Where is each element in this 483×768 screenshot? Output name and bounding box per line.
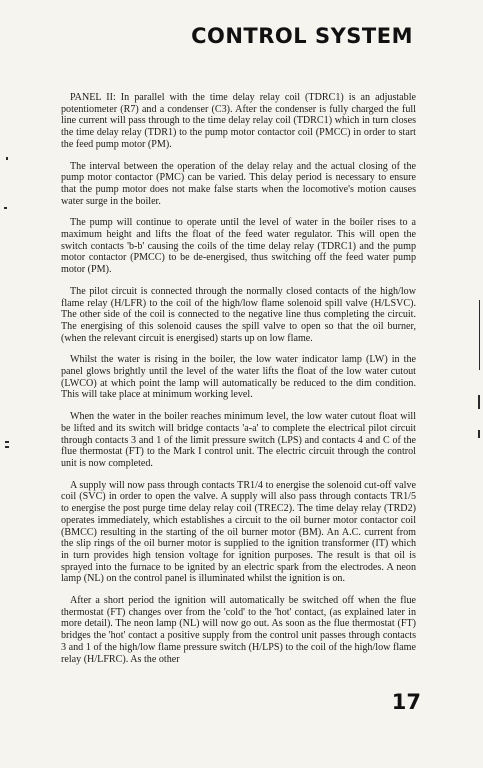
- paragraph-pilot-circuit: The pilot circuit is connected through the normally closed contacts of the high/low flame relay (H/LFR) to the coil of the high/low flame solenoid spill valve (H/LSVC). The other side of the coil is connected to the negative line thus completing the circuit. The energising of this solenoid causes the spill valve to open so that the oil burner, (when the relevant circuit is energised) starts up on low flame.: [61, 285, 416, 344]
- paragraph-delay-interval: The interval between the operation of the delay relay and the actual closing of the pump motor contactor (PMC) can be varied. This delay period is necessary to ensure that the pump motor does not make false starts when the locomotive's motion causes water surge in the boiler.: [61, 160, 416, 207]
- paragraph-minimum-level: When the water in the boiler reaches minimum level, the low water cutout float will be lifted and its switch will bridge contacts 'a-a' to complete the electrical pilot circuit through contacts 3 and 1 of the limit pressure switch (LPS) and contacts 4 and C of the flue thermostat (FT) to the Mark I control unit. The electric circuit through the control unit is now completed.: [61, 411, 416, 469]
- scan-mark-right-1: [479, 300, 480, 370]
- paragraph-panel-ii: PANEL II: In parallel with the time delay relay coil (TDRC1) is an adjustable potentiometer (R7) and a condenser (C3). After the condenser is fully charged the full line current will pass through to the time delay relay coil (TDRC1) which in turn closes the time delay relay (TDR1) to the pump motor contactor coil (PMCC) in order to start the feed pump motor (PM).: [61, 92, 416, 150]
- page-title: CONTROL SYSTEM: [191, 24, 413, 48]
- body-text: [61, 92, 416, 675]
- scan-mark-left-2: [4, 207, 7, 209]
- paragraph-supply-ignition: A supply will now pass through contacts TR1/4 to energise the solenoid cut-off valve coil (SVC) in order to open the valve. A supply will also pass through contacts TR1/5 to energise the post purge time delay relay coil (TREC2). The time delay relay (TRD2) operates immediately, which establishes a circuit to the oil burner motor contactor coil (BMCC) resulting in the starting of the oil burner motor (BM). An A.C. current from the slip rings of the oil burner motor is supplied to the ignition transformer (IT) which in turn provides high tension voltage for ignition purposes. The result is that oil is sprayed into the furnace to be ignited by an electric spark from the electrodes. A neon lamp (NL) on the control panel is illuminated whilst the ignition is on.: [61, 479, 416, 585]
- scan-mark-left-3: [5, 441, 9, 443]
- paragraph-pump-operation: The pump will continue to operate until the level of water in the boiler rises to a maximum height and lifts the float of the feed water regulator. This will open the switch contacts 'b-b' causing the coils of the time delay relay (TDRC1) and the pump motor contactor (PMCC) to be de-energised, thus switching off the feed water pump motor (PM).: [61, 217, 416, 276]
- scan-mark-right-2: [478, 395, 480, 409]
- scan-mark-right-3: [478, 430, 480, 438]
- page-number: 17: [391, 690, 421, 714]
- scan-mark-left-4: [5, 446, 9, 448]
- scan-mark-left-1: [6, 157, 8, 160]
- paragraph-flue-thermostat: After a short period the ignition will automatically be switched off when the flue thermostat (FT) changes over from the 'cold' to the 'hot' contact, (as explained later in more detail). The neon lamp (NL) will now go out. As soon as the flue thermostat (FT) bridges the 'hot' contact a positive supply from the control unit passes through contacts 3 and 1 of the high/low flame pressure switch (H/LPS) to the coil of the high/low flame relay (H/LFRC). As the other: [61, 595, 416, 665]
- paragraph-water-indicator: Whilst the water is rising in the boiler, the low water indicator lamp (LW) in the panel glows brightly until the level of the water lifts the float of the low water cutout (LWCO) at which point the lamp will automatically be reduced to the dim condition. This will take place at minimum working level.: [61, 354, 416, 401]
